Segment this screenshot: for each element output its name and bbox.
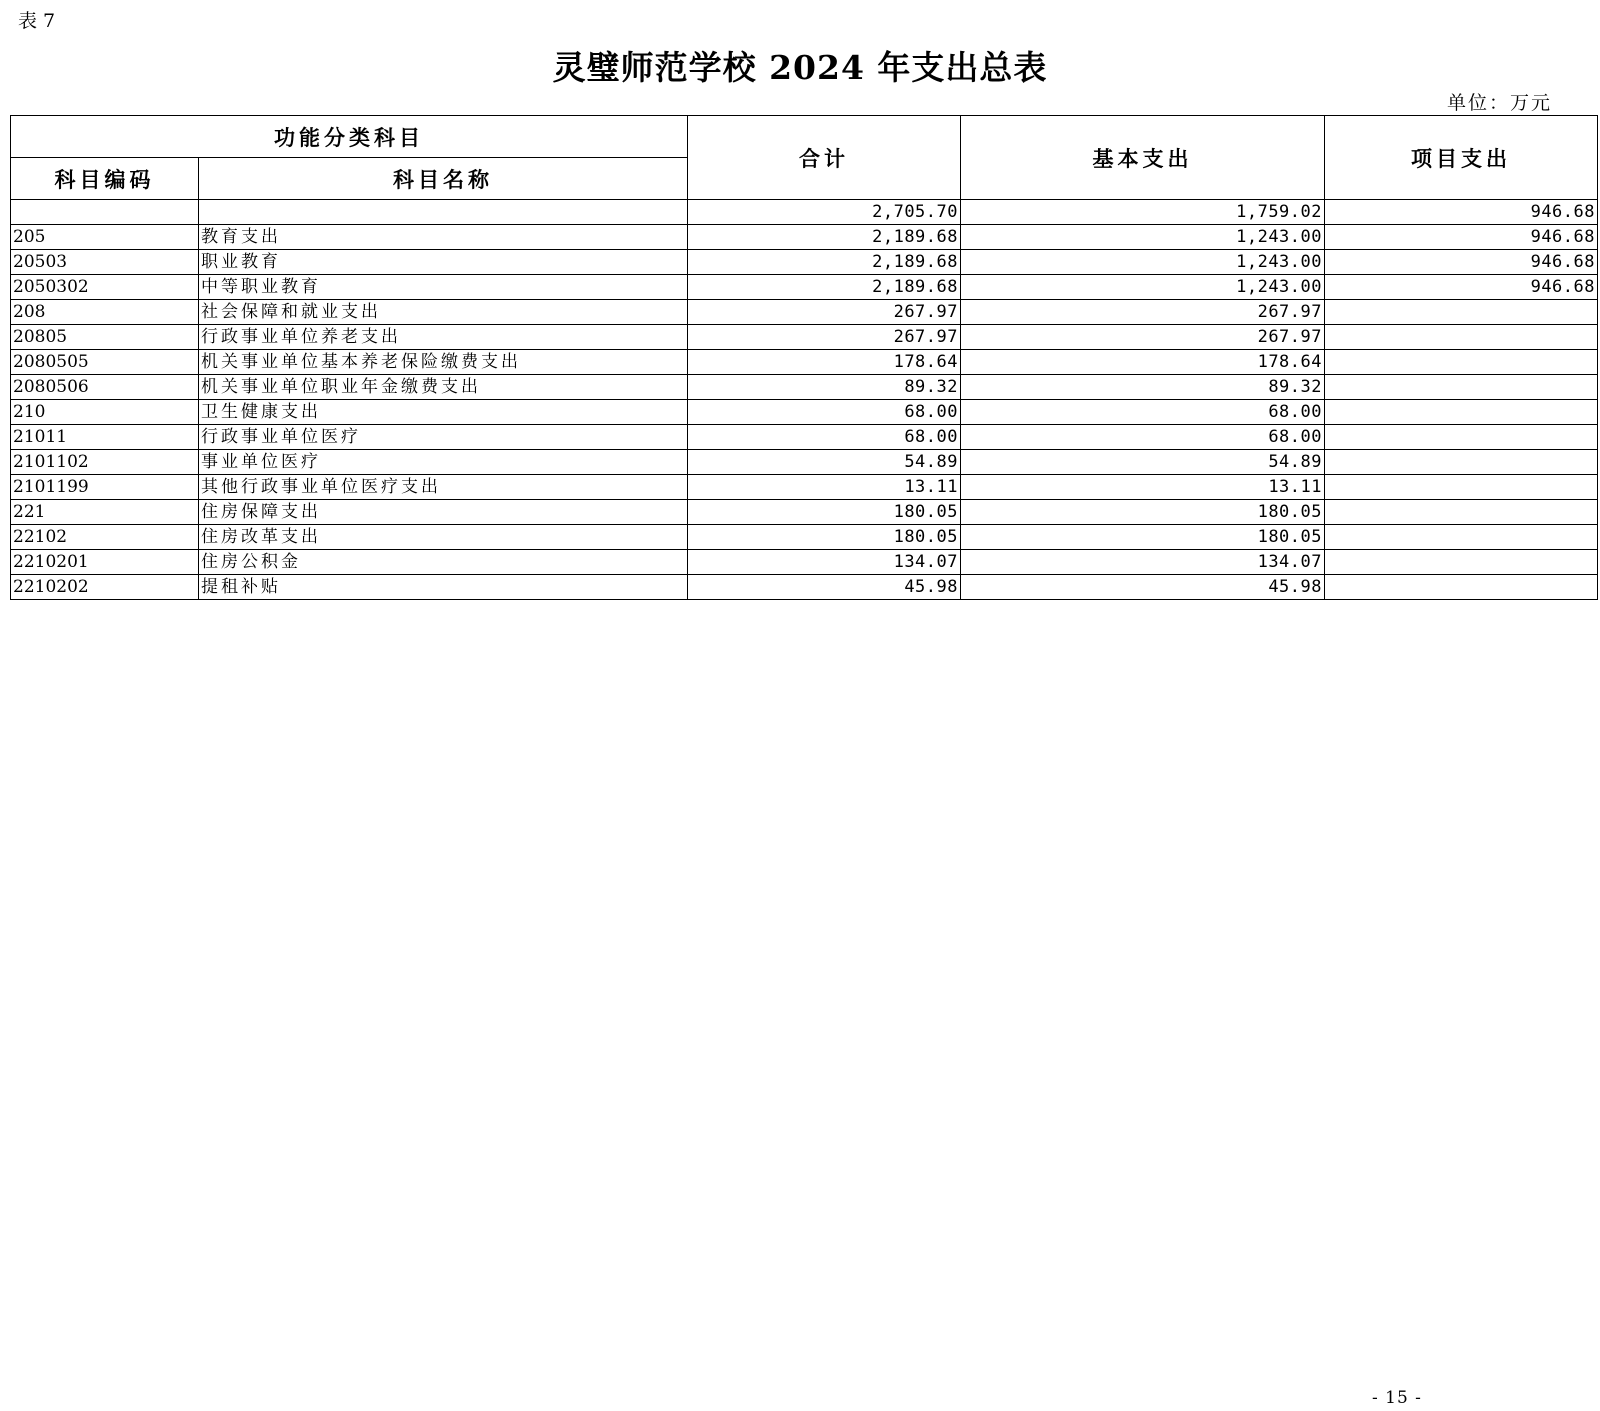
cell-subject-code: 21011 (11, 425, 199, 450)
cell-project-expenditure (1325, 375, 1598, 400)
header-total: 合计 (688, 116, 961, 200)
cell-subject-name: 卫生健康支出 (199, 400, 688, 425)
table-row (11, 525, 1598, 550)
cell-subject-name: 职业教育 (199, 250, 688, 275)
cell-subject-name: 社会保障和就业支出 (199, 300, 688, 325)
cell-subject-name: 住房保障支出 (199, 500, 688, 525)
cell-project-expenditure (1325, 450, 1598, 475)
cell-total: 134.07 (688, 550, 961, 575)
cell-project-expenditure (1325, 325, 1598, 350)
table-row (11, 250, 1598, 275)
cell-subject-code: 2210202 (11, 575, 199, 600)
cell-basic-expenditure: 1,243.00 (961, 250, 1325, 275)
cell-subject-code: 2080505 (11, 350, 199, 375)
cell-project-expenditure (1325, 425, 1598, 450)
cell-basic-expenditure: 54.89 (961, 450, 1325, 475)
table-row (11, 550, 1598, 575)
cell-total: 2,189.68 (688, 250, 961, 275)
cell-subject-name: 行政事业单位养老支出 (199, 325, 688, 350)
cell-basic-expenditure: 1,759.02 (961, 200, 1325, 225)
cell-basic-expenditure: 267.97 (961, 325, 1325, 350)
cell-total: 68.00 (688, 400, 961, 425)
table-row (11, 225, 1598, 250)
table-row (11, 275, 1598, 300)
cell-subject-code: 2080506 (11, 375, 199, 400)
table-body (11, 200, 1598, 600)
cell-subject-name (199, 200, 688, 225)
header-subject-code: 科目编码 (11, 158, 199, 200)
page-title: 灵璧师范学校 2024 年支出总表 (552, 48, 1048, 87)
header-basic-expenditure: 基本支出 (961, 116, 1325, 200)
cell-total: 267.97 (688, 325, 961, 350)
cell-subject-code: 208 (11, 300, 199, 325)
cell-basic-expenditure: 1,243.00 (961, 225, 1325, 250)
table-row (11, 450, 1598, 475)
table-row (11, 375, 1598, 400)
cell-subject-code (11, 200, 199, 225)
table-row (11, 425, 1598, 450)
cell-subject-name: 教育支出 (199, 225, 688, 250)
cell-total: 89.32 (688, 375, 961, 400)
table-row (11, 200, 1598, 225)
cell-basic-expenditure: 180.05 (961, 500, 1325, 525)
cell-project-expenditure (1325, 525, 1598, 550)
cell-project-expenditure: 946.68 (1325, 225, 1598, 250)
cell-subject-name: 机关事业单位职业年金缴费支出 (199, 375, 688, 400)
cell-total: 180.05 (688, 525, 961, 550)
cell-subject-code: 2210201 (11, 550, 199, 575)
cell-subject-code: 2101199 (11, 475, 199, 500)
cell-basic-expenditure: 13.11 (961, 475, 1325, 500)
cell-total: 2,189.68 (688, 225, 961, 250)
cell-subject-name: 其他行政事业单位医疗支出 (199, 475, 688, 500)
table-row (11, 475, 1598, 500)
table-row (11, 325, 1598, 350)
table-row (11, 500, 1598, 525)
cell-subject-name: 中等职业教育 (199, 275, 688, 300)
cell-subject-code: 2101102 (11, 450, 199, 475)
cell-project-expenditure (1325, 500, 1598, 525)
cell-basic-expenditure: 178.64 (961, 350, 1325, 375)
cell-total: 180.05 (688, 500, 961, 525)
cell-subject-name: 事业单位医疗 (199, 450, 688, 475)
cell-subject-code: 210 (11, 400, 199, 425)
table-row (11, 300, 1598, 325)
cell-project-expenditure: 946.68 (1325, 200, 1598, 225)
table-number: 表 7 (18, 10, 56, 32)
cell-basic-expenditure: 1,243.00 (961, 275, 1325, 300)
cell-basic-expenditure: 68.00 (961, 425, 1325, 450)
cell-subject-code: 205 (11, 225, 199, 250)
cell-basic-expenditure: 267.97 (961, 300, 1325, 325)
cell-project-expenditure (1325, 575, 1598, 600)
cell-subject-code: 221 (11, 500, 199, 525)
cell-total: 2,705.70 (688, 200, 961, 225)
cell-subject-name: 提租补贴 (199, 575, 688, 600)
cell-project-expenditure: 946.68 (1325, 250, 1598, 275)
cell-total: 267.97 (688, 300, 961, 325)
cell-subject-code: 20503 (11, 250, 199, 275)
cell-subject-code: 22102 (11, 525, 199, 550)
header-project-expenditure: 项目支出 (1325, 116, 1598, 200)
cell-basic-expenditure: 89.32 (961, 375, 1325, 400)
cell-subject-code: 20805 (11, 325, 199, 350)
cell-subject-name: 住房公积金 (199, 550, 688, 575)
table-row (11, 400, 1598, 425)
header-subject-name: 科目名称 (199, 158, 688, 200)
cell-total: 68.00 (688, 425, 961, 450)
cell-basic-expenditure: 134.07 (961, 550, 1325, 575)
cell-total: 178.64 (688, 350, 961, 375)
cell-project-expenditure (1325, 300, 1598, 325)
cell-subject-name: 机关事业单位基本养老保险缴费支出 (199, 350, 688, 375)
table-row (11, 350, 1598, 375)
cell-subject-name: 住房改革支出 (199, 525, 688, 550)
page-number: - 15 - (1372, 1388, 1422, 1408)
cell-total: 2,189.68 (688, 275, 961, 300)
cell-subject-code: 2050302 (11, 275, 199, 300)
cell-basic-expenditure: 45.98 (961, 575, 1325, 600)
cell-project-expenditure (1325, 350, 1598, 375)
table-row (11, 575, 1598, 600)
cell-basic-expenditure: 68.00 (961, 400, 1325, 425)
cell-subject-name: 行政事业单位医疗 (199, 425, 688, 450)
header-functional-category: 功能分类科目 (11, 116, 688, 158)
table-header (11, 116, 1598, 200)
unit-label: 单位：万元 (1446, 92, 1552, 114)
cell-project-expenditure (1325, 550, 1598, 575)
cell-total: 54.89 (688, 450, 961, 475)
cell-total: 45.98 (688, 575, 961, 600)
cell-basic-expenditure: 180.05 (961, 525, 1325, 550)
cell-project-expenditure (1325, 475, 1598, 500)
cell-project-expenditure: 946.68 (1325, 275, 1598, 300)
cell-total: 13.11 (688, 475, 961, 500)
expenditure-table (10, 115, 1598, 600)
cell-project-expenditure (1325, 400, 1598, 425)
